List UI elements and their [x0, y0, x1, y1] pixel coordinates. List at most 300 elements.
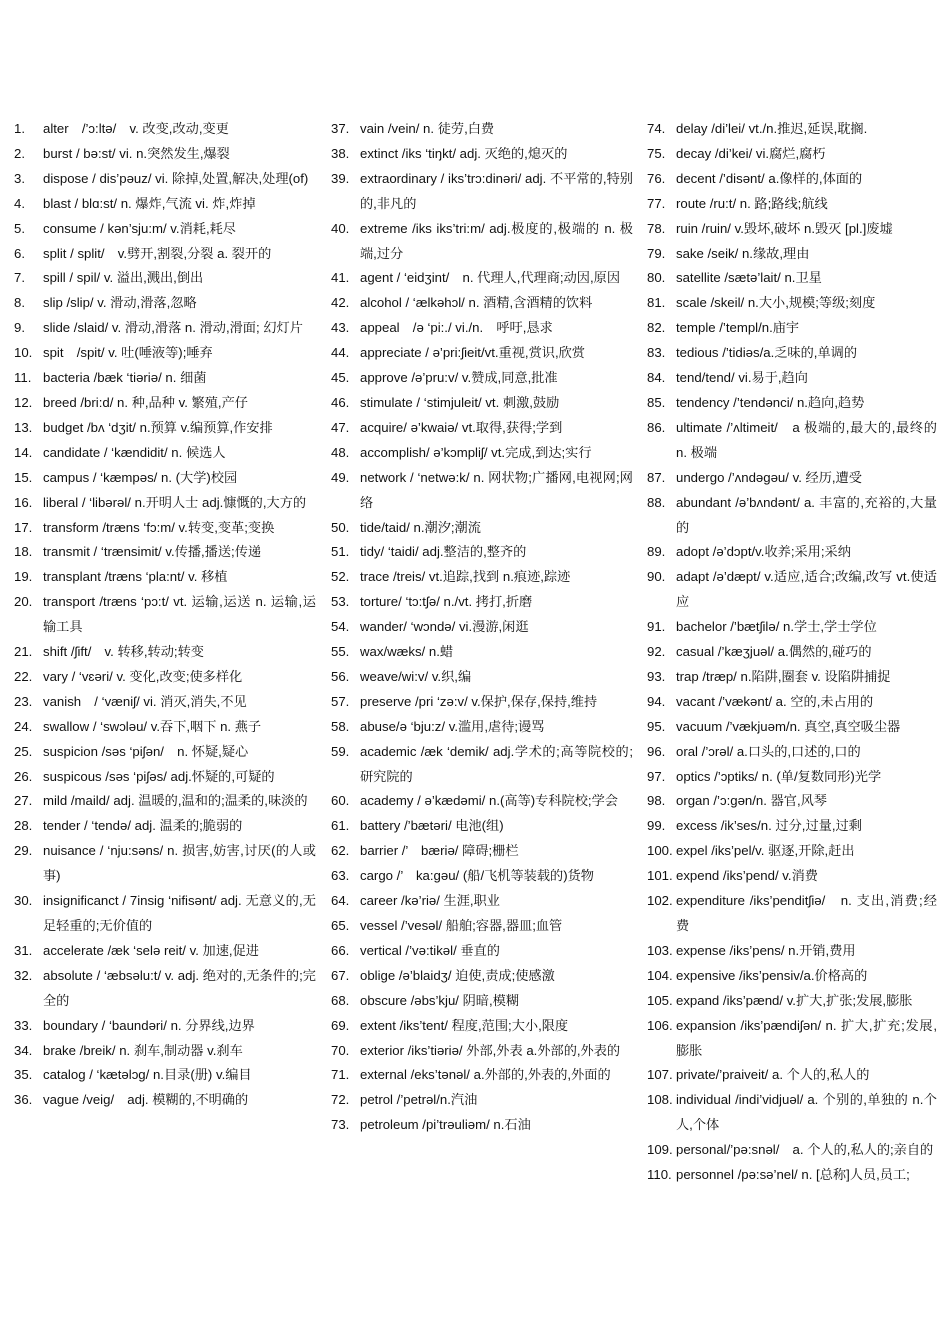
entry-definition: vertical /’və:tikəl/ 垂直的 — [360, 942, 500, 958]
entry-definition: absolute / ‘æbsəlu:t/ v. adj. 绝对的,无条件的;完全的 — [43, 967, 316, 1008]
entry-definition: split / split/ v.劈开,割裂,分裂 a. 裂开的 — [43, 245, 272, 261]
entry-definition: approve /ə’pru:v/ v.赞成,同意,批准 — [360, 370, 558, 386]
vocab-entry — [647, 1063, 937, 1088]
entry-number: 92. — [647, 644, 666, 660]
entry-definition: acquire/ ə’kwaiə/ vt.取得,获得;学到 — [360, 419, 563, 435]
entry-definition: expenditure /iks’penditʃiə/ n. 支出,消费;经费 — [676, 893, 937, 933]
vocab-entry — [331, 1113, 633, 1138]
entry-definition: tide/taid/ n.潮汐;潮流 — [360, 519, 481, 535]
vocab-entry — [647, 939, 937, 964]
vocab-entry — [647, 366, 937, 391]
entry-number: 7. — [14, 270, 25, 286]
entry-definition: expense /iks’pens/ n.开销,费用 — [676, 942, 856, 958]
vocab-entry — [14, 939, 316, 964]
entry-number: 54. — [331, 619, 350, 635]
entry-number: 59. — [331, 743, 350, 759]
vocab-entry — [647, 789, 937, 814]
entry-definition: spill / spil/ v. 溢出,溅出,倒出 — [43, 270, 204, 286]
entry-definition: transplant /træns ‘pla:nt/ v. 移植 — [43, 569, 228, 585]
vocabulary-column-1 — [14, 117, 316, 1113]
entry-number: 8. — [14, 295, 25, 311]
entry-number: 53. — [331, 594, 350, 610]
vocab-entry — [331, 615, 633, 640]
vocab-entry — [331, 889, 633, 914]
entry-definition: trace /treis/ vt.追踪,找到 n.痕迹,踪迹 — [360, 569, 571, 585]
vocab-entry — [14, 1014, 316, 1039]
entry-definition: personal/’pə:snəl/ a. 个人的,私人的;亲自的 — [676, 1142, 934, 1158]
entry-number: 12. — [14, 394, 33, 410]
vocab-entry — [647, 192, 937, 217]
entry-definition: slip /slip/ v. 滑动,滑落,忽略 — [43, 295, 197, 311]
vocab-entry — [647, 640, 937, 665]
vocab-entry — [331, 441, 633, 466]
entry-definition: expensive /iks’pensiv/a.价格高的 — [676, 967, 868, 983]
entry-definition: organ /’ɔ:gən/n. 器官,风琴 — [676, 793, 827, 809]
entry-definition: trap /træp/ n.陷阱,圈套 v. 设陷阱捕捉 — [676, 668, 891, 684]
entry-number: 24. — [14, 718, 33, 734]
vocab-entry — [331, 740, 633, 790]
vocab-entry — [331, 316, 633, 341]
entry-number: 90. — [647, 569, 666, 585]
entry-definition: decay /di’kei/ vi.腐烂,腐朽 — [676, 145, 826, 161]
vocab-entry — [14, 242, 316, 267]
vocab-entry — [647, 391, 937, 416]
vocab-entry — [14, 142, 316, 167]
entry-definition: appreciate / ə’pri:ʃieit/vt.重视,赏识,欣赏 — [360, 345, 585, 361]
entry-definition: agent / ‘eidʒint/ n. 代理人,代理商;动因,原因 — [360, 270, 621, 286]
entry-number: 28. — [14, 818, 33, 834]
entry-definition: stimulate / ‘stimjuleit/ vt. 刺激,鼓励 — [360, 394, 560, 410]
entry-definition: suspicous /səs ‘piʃəs/ adj.怀疑的,可疑的 — [43, 768, 275, 784]
entry-definition: tend/tend/ vi.易于,趋向 — [676, 370, 808, 386]
entry-number: 20. — [14, 594, 33, 610]
entry-definition: candidate / ‘kændidit/ n. 候选人 — [43, 444, 226, 460]
vocab-entry — [331, 341, 633, 366]
entry-definition: undergo /’ʌndəgəu/ v. 经历,遭受 — [676, 469, 862, 485]
entry-number: 69. — [331, 1017, 350, 1033]
vocab-entry — [331, 366, 633, 391]
entry-definition: mild /maild/ adj. 温暖的,温和的;温柔的,味淡的 — [43, 793, 308, 809]
entry-number: 2. — [14, 145, 25, 161]
entry-definition: temple /’templ/n.庙宇 — [676, 320, 800, 336]
entry-definition: nuisance / ‘nju:səns/ n. 损害,妨害,讨厌(的人或事) — [43, 843, 316, 884]
entry-definition: transmit / ‘trænsimit/ v.传播,播送;传递 — [43, 544, 262, 560]
entry-definition: suspicion /səs ‘piʃən/ n. 怀疑,疑心 — [43, 743, 249, 759]
vocab-entry — [647, 167, 937, 192]
vocab-entry — [14, 1063, 316, 1088]
vocab-entry — [331, 989, 633, 1014]
entry-number: 9. — [14, 320, 25, 336]
vocab-entry — [647, 964, 937, 989]
entry-definition: extreme /iks iks’tri:m/ adj.极度的,极端的 n. 极端,过分 — [360, 220, 633, 261]
vocab-entry — [14, 266, 316, 291]
entry-number: 104. — [647, 967, 673, 983]
entry-definition: dispose / dis’pəuz/ vi. 除掉,处置,解决,处理(of) — [43, 170, 309, 186]
entry-number: 98. — [647, 793, 666, 809]
entry-number: 95. — [647, 718, 666, 734]
entry-number: 30. — [14, 893, 33, 909]
entry-definition: bacteria /bæk ‘tiəriə/ n. 细菌 — [43, 370, 207, 386]
vocab-entry — [14, 192, 316, 217]
entry-number: 61. — [331, 818, 350, 834]
entry-definition: transport /træns ‘pɔ:t/ vt. 运输,运送 n. 运输,运输工具 — [43, 594, 316, 635]
entry-number: 67. — [331, 967, 350, 983]
entry-definition: appeal /ə ‘pi:./ vi./n. 呼吁,恳求 — [360, 320, 553, 336]
entry-definition: spit /spit/ v. 吐(唾液等);唾弃 — [43, 345, 213, 361]
vocab-entry — [14, 690, 316, 715]
entry-number: 109. — [647, 1142, 673, 1158]
entry-definition: alter /’ɔ:ltə/ v. 改变,改动,变更 — [43, 121, 229, 136]
entry-number: 91. — [647, 619, 666, 635]
vocab-entry — [647, 765, 937, 790]
vocab-entry — [331, 266, 633, 291]
vocab-entry — [331, 640, 633, 665]
entry-definition: extent /iks’tent/ 程度,范围;大小,限度 — [360, 1017, 569, 1033]
vocab-entry — [14, 789, 316, 814]
entry-definition: tendency /’tendənci/ n.趋向,趋势 — [676, 394, 865, 410]
entry-number: 101. — [647, 868, 673, 884]
entry-number: 106. — [647, 1017, 673, 1033]
entry-number: 97. — [647, 768, 666, 784]
entry-definition: weave/wi:v/ v.织,编 — [360, 668, 472, 684]
vocab-entry — [14, 839, 316, 889]
entry-number: 62. — [331, 843, 350, 859]
entry-number: 68. — [331, 992, 350, 1008]
entry-number: 35. — [14, 1067, 33, 1083]
entry-number: 87. — [647, 469, 666, 485]
entry-definition: swallow / ‘swɔləu/ v.吞下,咽下 n. 燕子 — [43, 718, 262, 734]
vocab-entry — [14, 889, 316, 939]
entry-definition: vague /veig/ adj. 模糊的,不明确的 — [43, 1092, 249, 1108]
vocab-entry — [331, 466, 633, 516]
entry-definition: expel /iks’pel/v. 驱逐,开除,赶出 — [676, 843, 855, 859]
entry-definition: network / ‘netwə:k/ n. 网状物;广播网,电视网;网络 — [360, 469, 633, 510]
entry-definition: optics /’ɔptiks/ n. (单/复数同形)光学 — [676, 768, 882, 784]
entry-definition: vessel /’vesəl/ 船舶;容器,器皿;血管 — [360, 918, 563, 933]
entry-number: 108. — [647, 1092, 673, 1108]
entry-definition: cargo /’ ka:gəu/ (船/飞机等装载的)货物 — [360, 868, 594, 884]
entry-number: 15. — [14, 469, 33, 485]
entry-definition: extinct /iks ‘tiŋkt/ adj. 灭绝的,熄灭的 — [360, 145, 568, 161]
entry-definition: budget /bʌ ‘dʒit/ n.预算 v.编预算,作安排 — [43, 419, 273, 435]
entry-definition: vain /vein/ n. 徒劳,白费 — [360, 121, 495, 136]
vocab-entry — [331, 565, 633, 590]
entry-number: 110. — [647, 1167, 672, 1183]
vocab-entry — [14, 466, 316, 491]
entry-definition: vanish / ‘væniʃ/ vi. 消灭,消失,不见 — [43, 693, 247, 709]
vocab-entry — [647, 217, 937, 242]
vocab-entry — [331, 789, 633, 814]
entry-number: 84. — [647, 370, 666, 386]
entry-number: 43. — [331, 320, 350, 336]
entry-definition: brake /breik/ n. 刹车,制动器 v.刹车 — [43, 1042, 243, 1058]
entry-definition: petrol /’petrəl/n.汽油 — [360, 1092, 478, 1108]
entry-number: 64. — [331, 893, 350, 909]
vocab-entry — [647, 989, 937, 1014]
vocab-entry — [647, 889, 937, 939]
vocab-entry — [14, 416, 316, 441]
entry-number: 65. — [331, 918, 350, 933]
entry-definition: bachelor /’bætʃilə/ n.学士,学士学位 — [676, 619, 877, 635]
vocab-entry — [647, 1088, 937, 1138]
entry-number: 72. — [331, 1092, 350, 1108]
vocab-entry — [647, 565, 937, 615]
vocab-entry — [647, 665, 937, 690]
vocab-entry — [331, 416, 633, 441]
entry-number: 26. — [14, 768, 33, 784]
entry-definition: ruin /ruin/ v.毁坏,破坏 n.毁灭 [pl.]废墟 — [676, 220, 893, 236]
entry-number: 89. — [647, 544, 666, 560]
entry-definition: burst / bə:st/ vi. n.突然发生,爆裂 — [43, 145, 230, 161]
vocab-entry — [647, 341, 937, 366]
entry-definition: consume / kən’sju:m/ v.消耗,耗尽 — [43, 220, 236, 236]
entry-number: 37. — [331, 121, 350, 136]
entry-definition: vary / ‘vɛəri/ v. 变化,改变;使多样化 — [43, 668, 243, 684]
vocab-entry — [331, 939, 633, 964]
vocab-entry — [647, 142, 937, 167]
vocab-entry — [331, 590, 633, 615]
entry-definition: breed /bri:d/ n. 种,品种 v. 繁殖,产仔 — [43, 394, 248, 410]
entry-number: 5. — [14, 220, 25, 236]
entry-number: 39. — [331, 170, 350, 186]
entry-definition: expansion /iks’pændiʃən/ n. 扩大,扩充;发展,膨胀 — [676, 1017, 937, 1058]
entry-number: 45. — [331, 370, 350, 386]
vocab-entry — [331, 914, 633, 939]
vocab-entry — [14, 964, 316, 1014]
vocab-entry — [14, 740, 316, 765]
vocab-entry — [14, 366, 316, 391]
entry-number: 78. — [647, 220, 666, 236]
entry-definition: route /ru:t/ n. 路;路线;航线 — [676, 195, 828, 211]
entry-definition: tidy/ ‘taidi/ adj.整洁的,整齐的 — [360, 544, 527, 560]
entry-number: 22. — [14, 668, 33, 684]
vocab-entry — [331, 291, 633, 316]
entry-definition: external /eks’tənəl/ a.外部的,外表的,外面的 — [360, 1067, 611, 1083]
entry-number: 25. — [14, 743, 33, 759]
entry-number: 105. — [647, 992, 673, 1008]
entry-definition: campus / ‘kæmpəs/ n. (大学)校园 — [43, 469, 238, 485]
entry-definition: exterior /iks’tiəriə/ 外部,外表 a.外部的,外表的 — [360, 1042, 621, 1058]
entry-number: 63. — [331, 868, 350, 884]
entry-definition: transform /træns ‘fɔ:m/ v.转变,变革;变换 — [43, 519, 275, 535]
entry-number: 10. — [14, 345, 33, 361]
entry-definition: scale /skeil/ n.大小,规模;等级;刻度 — [676, 295, 876, 311]
entry-definition: oblige /ə’blaidʒ/ 迫使,责成;使感激 — [360, 967, 555, 983]
vocab-entry — [331, 964, 633, 989]
vocab-entry — [647, 690, 937, 715]
vocab-entry — [331, 1063, 633, 1088]
entry-definition: abundant /ə’bʌndənt/ a. 丰富的,充裕的,大量的 — [676, 494, 937, 535]
entry-number: 66. — [331, 942, 350, 958]
vocab-entry — [331, 839, 633, 864]
entry-number: 42. — [331, 295, 350, 311]
vocab-entry — [331, 1088, 633, 1113]
entry-number: 83. — [647, 345, 666, 361]
vocab-entry — [331, 217, 633, 267]
entry-definition: decent /’disənt/ a.像样的,体面的 — [676, 170, 863, 186]
vocab-entry — [14, 391, 316, 416]
entry-definition: tender / ‘tendə/ adj. 温柔的;脆弱的 — [43, 818, 243, 834]
entry-number: 70. — [331, 1042, 350, 1058]
vocab-entry — [14, 117, 316, 142]
vocab-entry — [331, 690, 633, 715]
entry-number: 31. — [14, 942, 33, 958]
entry-definition: liberal / ‘libərəl/ n.开明人士 adj.慷慨的,大方的 — [43, 494, 307, 510]
entry-definition: individual /indi’vidjuəl/ a. 个别的,单独的 n.个人,个体 — [676, 1092, 937, 1133]
entry-number: 50. — [331, 519, 350, 535]
entry-number: 27. — [14, 793, 33, 809]
entry-number: 3. — [14, 170, 25, 186]
entry-number: 52. — [331, 569, 350, 585]
entry-number: 77. — [647, 195, 666, 211]
entry-definition: excess /ik’ses/n. 过分,过量,过剩 — [676, 818, 862, 834]
entry-number: 79. — [647, 245, 666, 261]
entry-number: 85. — [647, 394, 666, 410]
vocab-entry — [331, 167, 633, 217]
entry-number: 73. — [331, 1117, 350, 1133]
entry-definition: abuse/ə ‘bju:z/ v.滥用,虐待;谩骂 — [360, 718, 545, 734]
entry-definition: accelerate /æk ‘selə reit/ v. 加速,促进 — [43, 942, 259, 958]
vocab-entry — [331, 540, 633, 565]
vocab-entry — [331, 665, 633, 690]
entry-number: 93. — [647, 668, 666, 684]
entry-number: 107. — [647, 1067, 673, 1083]
vocab-entry — [647, 814, 937, 839]
vocab-entry — [14, 590, 316, 640]
entry-number: 19. — [14, 569, 33, 585]
entry-number: 86. — [647, 419, 666, 435]
vocab-entry — [14, 540, 316, 565]
entry-definition: boundary / ‘baundəri/ n. 分界线,边界 — [43, 1017, 255, 1033]
vocab-entry — [647, 839, 937, 864]
entry-definition: adopt /ə’dɔpt/v.收养;采用;采纳 — [676, 544, 851, 560]
vocab-entry — [14, 715, 316, 740]
entry-definition: delay /di’lei/ vt./n.推迟,延误,耽搁. — [676, 121, 868, 136]
entry-definition: casual /’kæʒjuəl/ a.偶然的,碰巧的 — [676, 644, 872, 660]
entry-number: 23. — [14, 693, 33, 709]
vocab-entry — [331, 142, 633, 167]
entry-number: 34. — [14, 1042, 33, 1058]
vocab-entry — [647, 316, 937, 341]
entry-number: 75. — [647, 145, 666, 161]
vocab-entry — [14, 316, 316, 341]
entry-definition: vacuum /’vækjuəm/n. 真空,真空吸尘器 — [676, 718, 901, 734]
entry-definition: career /kə’riə/ 生涯,职业 — [360, 893, 500, 909]
entry-definition: sake /seik/ n.缘故,理由 — [676, 245, 810, 261]
entry-number: 49. — [331, 469, 350, 485]
vocab-entry — [647, 117, 937, 142]
entry-number: 17. — [14, 519, 33, 535]
entry-definition: accomplish/ ə’kɔmpliʃ/ vt.完成,到达;实行 — [360, 444, 592, 460]
vocab-entry — [647, 266, 937, 291]
vocab-entry — [331, 391, 633, 416]
entry-number: 47. — [331, 419, 350, 435]
vocab-entry — [331, 715, 633, 740]
entry-definition: insignificanct / 7insig ‘nifisənt/ adj. 无意义的,无足轻重的;无价值的 — [43, 893, 316, 933]
vocab-entry — [14, 217, 316, 242]
entry-number: 13. — [14, 419, 33, 435]
entry-definition: catalog / ‘kætəlɔg/ n.目录(册) v.编目 — [43, 1067, 252, 1083]
vocab-entry — [14, 814, 316, 839]
vocab-entry — [14, 441, 316, 466]
entry-definition: adapt /ə’dæpt/ v.适应,适合;改编,改写 vt.使适应 — [676, 569, 937, 610]
entry-number: 82. — [647, 320, 666, 336]
entry-number: 99. — [647, 818, 666, 834]
vocab-entry — [14, 516, 316, 541]
vocab-entry — [647, 615, 937, 640]
entry-definition: wander/ ‘wɔndə/ vi.漫游,闲逛 — [360, 619, 529, 635]
vocab-entry — [647, 242, 937, 267]
entry-definition: tedious /’tidiəs/a.乏味的,单调的 — [676, 345, 858, 361]
entry-definition: expand /iks’pænd/ v.扩大,扩张;发展,膨胀 — [676, 992, 913, 1008]
entry-definition: academic /æk ‘demik/ adj.学术的;高等院校的;研究院的 — [360, 743, 633, 784]
entry-definition: oral /’ɔrəl/ a.口头的,口述的,口的 — [676, 743, 861, 759]
entry-definition: preserve /pri ‘zə:v/ v.保护,保存,保持,维持 — [360, 693, 598, 709]
vocab-entry — [14, 491, 316, 516]
entry-definition: extraordinary / iks’trɔ:dinəri/ adj. 不平常的,特别的,非凡的 — [360, 170, 633, 211]
entry-number: 80. — [647, 270, 666, 286]
vocabulary-column-3 — [647, 117, 937, 1188]
entry-number: 103. — [647, 942, 673, 958]
entry-definition: torture/ ‘tɔ:tʃə/ n./vt. 拷打,折磨 — [360, 594, 533, 610]
vocab-entry — [14, 640, 316, 665]
entry-definition: wax/wæks/ n.蜡 — [360, 644, 454, 660]
entry-number: 40. — [331, 220, 350, 236]
entry-number: 48. — [331, 444, 350, 460]
entry-number: 56. — [331, 668, 350, 684]
vocab-entry — [647, 491, 937, 541]
entry-number: 21. — [14, 644, 33, 660]
entry-number: 88. — [647, 494, 666, 510]
entry-number: 94. — [647, 693, 666, 709]
entry-number: 11. — [14, 370, 32, 386]
vocab-entry — [331, 814, 633, 839]
vocab-entry — [14, 565, 316, 590]
entry-number: 14. — [14, 444, 33, 460]
vocab-entry — [647, 291, 937, 316]
entry-number: 1. — [14, 121, 25, 136]
vocab-entry — [647, 1014, 937, 1064]
entry-definition: battery /’bætəri/ 电池(组) — [360, 818, 504, 834]
entry-definition: shift /ʃift/ v. 转移,转动;转变 — [43, 644, 204, 660]
vocab-entry — [647, 1138, 937, 1163]
vocab-entry — [647, 466, 937, 491]
entry-number: 100. — [647, 843, 673, 859]
vocab-entry — [331, 864, 633, 889]
entry-number: 76. — [647, 170, 666, 186]
entry-number: 102. — [647, 893, 673, 909]
entry-number: 81. — [647, 295, 666, 311]
vocab-entry — [14, 1039, 316, 1064]
entry-number: 74. — [647, 121, 666, 136]
vocab-entry — [647, 416, 937, 466]
vocab-entry — [647, 540, 937, 565]
entry-definition: ultimate /’ʌltimeit/ a 极端的,最大的,最终的 n. 极端 — [676, 419, 937, 460]
vocab-entry — [647, 864, 937, 889]
entry-number: 60. — [331, 793, 350, 809]
vocab-entry — [331, 516, 633, 541]
entry-number: 46. — [331, 394, 350, 410]
entry-number: 36. — [14, 1092, 33, 1108]
vocab-entry — [331, 1039, 633, 1064]
vocab-entry — [14, 341, 316, 366]
entry-definition: petroleum /pi’trəuliəm/ n.石油 — [360, 1117, 531, 1133]
entry-number: 29. — [14, 843, 33, 859]
vocabulary-column-2 — [331, 117, 633, 1138]
vocab-entry — [647, 715, 937, 740]
entry-number: 71. — [331, 1067, 350, 1083]
entry-definition: personnel /pə:sə’nel/ n. [总称]人员,员工; — [676, 1167, 910, 1183]
